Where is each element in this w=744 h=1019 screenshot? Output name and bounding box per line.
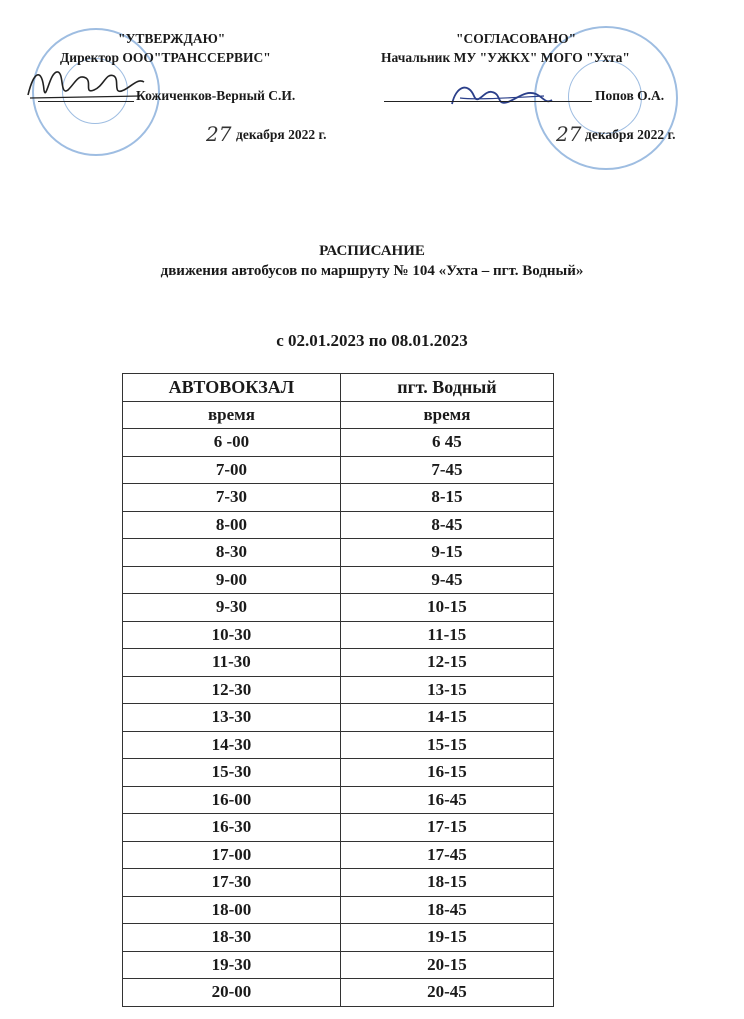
agree-name: Попов О.А. [595, 88, 665, 103]
approve-date: декабря 2022 г. [236, 127, 327, 142]
arrival-time-cell: 17-45 [340, 841, 553, 869]
table-header-row [123, 374, 554, 402]
approve-position: Директор ООО"ТРАНССЕРВИС" [60, 50, 271, 65]
departure-time-cell: 8-00 [123, 511, 341, 539]
schedule-table [122, 373, 554, 1007]
table-row [123, 951, 554, 979]
approve-signature [20, 60, 150, 110]
departure-time-cell: 16-30 [123, 814, 341, 842]
arrival-time-cell: 20-15 [340, 951, 553, 979]
arrival-time-cell: 20-45 [340, 979, 553, 1007]
arrival-time-cell: 18-45 [340, 896, 553, 924]
table-row [123, 594, 554, 622]
arrival-time-cell: 12-15 [340, 649, 553, 677]
agree-date: декабря 2022 г. [585, 127, 676, 142]
table-row [123, 429, 554, 457]
table-row [123, 511, 554, 539]
table-row [123, 456, 554, 484]
arrival-time-cell: 18-15 [340, 869, 553, 897]
table-row [123, 539, 554, 567]
table-row [123, 731, 554, 759]
header-vodny: пгт. Водный [340, 374, 553, 402]
arrival-time-cell: 9-15 [340, 539, 553, 567]
arrival-time-cell: 16-15 [340, 759, 553, 787]
table-row [123, 484, 554, 512]
departure-time-cell: 7-30 [123, 484, 341, 512]
arrival-time-cell: 10-15 [340, 594, 553, 622]
subheader-time-1: время [123, 401, 341, 429]
departure-time-cell: 16-00 [123, 786, 341, 814]
departure-time-cell: 15-30 [123, 759, 341, 787]
table-row [123, 649, 554, 677]
table-row [123, 924, 554, 952]
departure-time-cell: 8-30 [123, 539, 341, 567]
departure-time-cell: 7-00 [123, 456, 341, 484]
departure-time-cell: 17-00 [123, 841, 341, 869]
subheader-time-2: время [340, 401, 553, 429]
document-title: РАСПИСАНИЕ [319, 243, 425, 259]
arrival-time-cell: 13-15 [340, 676, 553, 704]
table-subheader-row [123, 401, 554, 429]
departure-time-cell: 12-30 [123, 676, 341, 704]
departure-time-cell: 18-30 [123, 924, 341, 952]
table-row [123, 841, 554, 869]
departure-time-cell: 19-30 [123, 951, 341, 979]
departure-time-cell: 18-00 [123, 896, 341, 924]
departure-time-cell: 10-30 [123, 621, 341, 649]
table-row [123, 786, 554, 814]
departure-time-cell: 9-00 [123, 566, 341, 594]
table-row [123, 814, 554, 842]
arrival-time-cell: 16-45 [340, 786, 553, 814]
approve-name: Кожиченков-Верный С.И. [136, 88, 296, 103]
agree-position: Начальник МУ "УЖКХ" МОГО "Ухта" [381, 50, 630, 65]
approve-day: 27 [206, 122, 232, 146]
approve-heading: "УТВЕРЖДАЮ" [118, 31, 226, 46]
arrival-time-cell: 19-15 [340, 924, 553, 952]
agree-day: 27 [556, 122, 582, 146]
table-row [123, 566, 554, 594]
departure-time-cell: 13-30 [123, 704, 341, 732]
arrival-time-cell: 8-45 [340, 511, 553, 539]
table-row [123, 676, 554, 704]
arrival-time-cell: 8-15 [340, 484, 553, 512]
agree-heading: "СОГЛАСОВАНО" [456, 31, 577, 46]
table-row [123, 704, 554, 732]
departure-time-cell: 14-30 [123, 731, 341, 759]
arrival-time-cell: 15-15 [340, 731, 553, 759]
table-row [123, 759, 554, 787]
arrival-time-cell: 11-15 [340, 621, 553, 649]
table-row [123, 621, 554, 649]
departure-time-cell: 11-30 [123, 649, 341, 677]
table-row [123, 979, 554, 1007]
arrival-time-cell: 9-45 [340, 566, 553, 594]
arrival-time-cell: 14-15 [340, 704, 553, 732]
agree-signature-line [384, 101, 592, 102]
table-row [123, 896, 554, 924]
arrival-time-cell: 7-45 [340, 456, 553, 484]
agree-signature [446, 76, 556, 116]
departure-time-cell: 6 -00 [123, 429, 341, 457]
approve-signature-line [38, 101, 134, 102]
departure-time-cell: 9-30 [123, 594, 341, 622]
departure-time-cell: 17-30 [123, 869, 341, 897]
arrival-time-cell: 6 45 [340, 429, 553, 457]
departure-time-cell: 20-00 [123, 979, 341, 1007]
table-row [123, 869, 554, 897]
arrival-time-cell: 17-15 [340, 814, 553, 842]
schedule-period: с 02.01.2023 по 08.01.2023 [276, 331, 468, 350]
table-body [123, 401, 554, 1006]
header-avtovokzal: АВТОВОКЗАЛ [123, 374, 341, 402]
document-subtitle: движения автобусов по маршруту № 104 «Ухта – пгт. Водный» [160, 263, 584, 279]
